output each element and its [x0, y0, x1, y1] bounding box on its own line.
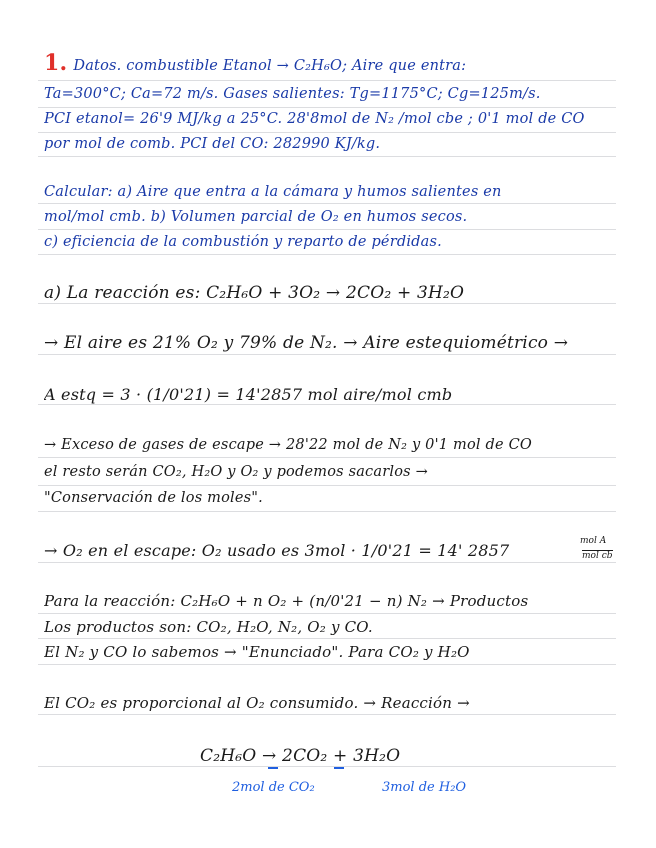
ruled-line	[38, 664, 616, 665]
ruled-line	[38, 156, 616, 157]
ruled-line	[38, 457, 616, 458]
coefficient-underline-co2	[268, 767, 278, 769]
annotation-co2: 2mol de CO₂	[232, 780, 315, 795]
ruled-line	[38, 562, 616, 563]
ruled-line	[38, 254, 616, 255]
data-line-1: 1. Datos. combustible Etanol → C₂H₆O; Aire que entra:	[44, 50, 467, 76]
products-line: Los productos son: CO₂, H₂O, N₂, O₂ y CO.	[44, 618, 373, 636]
coefficient-underline-h2o	[334, 767, 344, 769]
ruled-line	[38, 107, 616, 108]
final-reaction-line: C₂H₆O → 2CO₂ + 3H₂O	[200, 746, 401, 766]
excess-line-1: → Exceso de gases de escape → 28'22 mol de N₂ y 0'1 mol de CO	[44, 437, 532, 453]
fraction-denominator: mol cb	[582, 551, 613, 561]
co2-proportional-line: El CO₂ es proporcional al O₂ consumido. → Reacción →	[44, 694, 470, 712]
task-line-1: Calcular: a) Aire que entra a la cámara y humos salientes en	[44, 184, 502, 200]
task-line-3: c) eficiencia de la combustión y reparto de pérdidas.	[44, 234, 442, 250]
ruled-line	[38, 638, 616, 639]
ruled-line	[38, 511, 616, 512]
task-line-2: mol/mol cmb. b) Volumen parcial de O₂ en humos secos.	[44, 209, 468, 225]
excess-line-2: el resto serán CO₂, H₂O y O₂ y podemos sacarlos →	[44, 464, 428, 480]
ruled-line	[38, 613, 616, 614]
ruled-line	[38, 229, 616, 230]
excess-line-3: "Conservación de los moles".	[44, 490, 263, 506]
ruled-line	[38, 303, 616, 304]
air-composition-line: → El aire es 21% O₂ y 79% de N₂. → Aire estequiométrico →	[44, 333, 569, 353]
ruled-line	[38, 485, 616, 486]
ruled-line	[38, 132, 616, 133]
data-line-3: PCI etanol= 26'9 MJ/kg a 25°C. 28'8mol de N₂ /mol cbe ; 0'1 mol de CO	[44, 111, 585, 127]
ruled-line	[38, 404, 616, 405]
general-reaction-line: Para la reacción: C₂H₆O + n O₂ + (n/0'21 − n) N₂ → Productos	[44, 592, 529, 610]
ruled-line	[38, 203, 616, 204]
ruled-line	[38, 80, 616, 81]
reaction-line: a) La reacción es: C₂H₆O + 3O₂ → 2CO₂ + 3H₂O	[44, 283, 465, 303]
data-line-4: por mol de comb. PCI del CO: 282990 KJ/kg.	[44, 136, 381, 152]
problem-number: 1.	[44, 50, 68, 76]
data-line-2: Ta=300°C; Ca=72 m/s. Gases salientes: Tg=1175°C; Cg=125m/s.	[44, 86, 541, 102]
annotation-h2o: 3mol de H₂O	[382, 780, 467, 795]
ruled-line	[38, 714, 616, 715]
fraction-numerator: mol A	[580, 536, 607, 546]
stoich-air-line: A estq = 3 · (1/0'21) = 14'2857 mol aire/mol cmb	[44, 385, 453, 404]
ruled-line	[38, 354, 616, 355]
ruled-line	[38, 766, 616, 767]
o2-exhaust-line: → O₂ en el escape: O₂ usado es 3mol · 1/0'21 = 14' 2857	[44, 541, 510, 560]
known-products-line: El N₂ y CO lo sabemos → "Enunciado". Para CO₂ y H₂O	[44, 643, 470, 661]
